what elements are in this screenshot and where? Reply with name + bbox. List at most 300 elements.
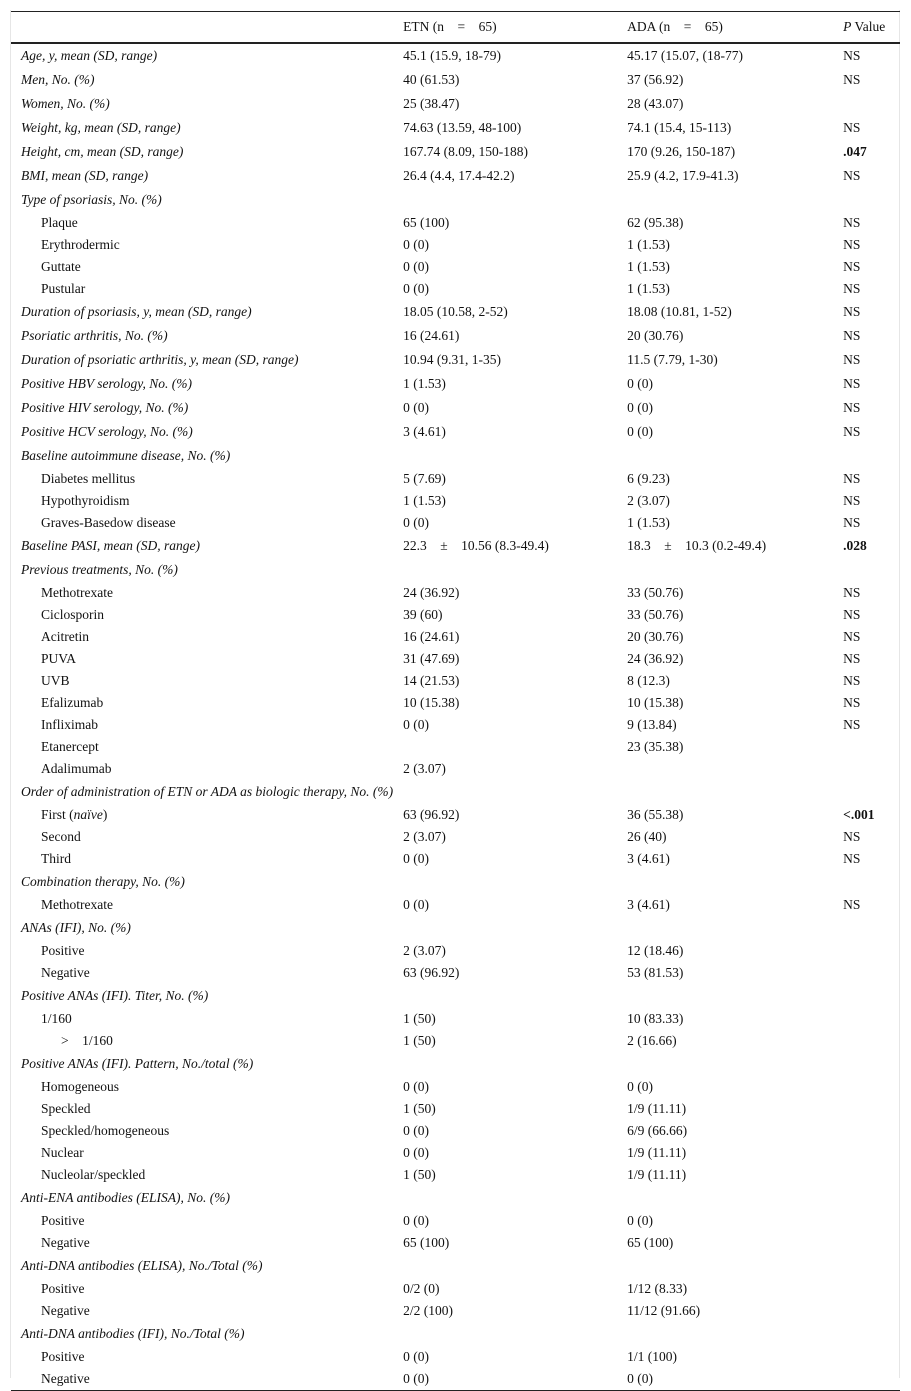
p-value: NS bbox=[843, 629, 861, 644]
p-value bbox=[833, 1278, 900, 1300]
header-etn-col: ETN (n = 65) bbox=[393, 12, 617, 44]
ada-value bbox=[617, 758, 833, 780]
table-row bbox=[11, 558, 900, 582]
p-value bbox=[833, 1120, 900, 1142]
ada-value: 12 (18.46) bbox=[627, 943, 684, 958]
row-label-text: Combination therapy, No. (%) bbox=[21, 874, 185, 889]
row-label bbox=[11, 140, 393, 164]
table-row bbox=[11, 1142, 900, 1164]
p-value: NS bbox=[843, 717, 861, 732]
row-label-text: > 1/160 bbox=[61, 1033, 113, 1048]
row-label bbox=[11, 1008, 393, 1030]
row-label bbox=[11, 1346, 393, 1368]
table-row bbox=[11, 188, 900, 212]
p-value bbox=[833, 758, 900, 780]
etn-value: 0 (0) bbox=[403, 515, 430, 530]
etn-value: 26.4 (4.4, 17.4-42.2) bbox=[403, 168, 515, 183]
etn-value: 2 (3.07) bbox=[403, 943, 446, 958]
ada-value: 3 (4.61) bbox=[627, 897, 670, 912]
row-label bbox=[11, 1076, 393, 1098]
row-label bbox=[11, 758, 393, 780]
ada-value: 8 (12.3) bbox=[627, 673, 670, 688]
row-label-text: Erythrodermic bbox=[41, 237, 120, 252]
row-label-text: 1/160 bbox=[41, 1011, 72, 1026]
row-label bbox=[11, 1322, 393, 1346]
table-row bbox=[11, 1098, 900, 1120]
p-value bbox=[833, 1030, 900, 1052]
row-label-text: Speckled bbox=[41, 1101, 91, 1116]
ada-value: 36 (55.38) bbox=[627, 807, 684, 822]
ada-value: 20 (30.76) bbox=[627, 328, 684, 343]
p-value bbox=[833, 1164, 900, 1186]
row-label-text: First ( bbox=[41, 807, 74, 822]
row-label-text: Negative bbox=[41, 1303, 90, 1318]
etn-value: 2 (3.07) bbox=[403, 829, 446, 844]
ada-value bbox=[617, 188, 833, 212]
table-row bbox=[11, 1008, 900, 1030]
row-label bbox=[11, 534, 393, 558]
row-label-text: Positive HIV serology, No. (%) bbox=[21, 400, 189, 415]
etn-value: 0 (0) bbox=[403, 400, 430, 415]
ada-value: 65 (100) bbox=[627, 1235, 674, 1250]
etn-value: 16 (24.61) bbox=[403, 328, 460, 343]
p-value: NS bbox=[843, 897, 861, 912]
ada-value: 24 (36.92) bbox=[627, 651, 684, 666]
table-row bbox=[11, 984, 900, 1008]
ada-value: 0 (0) bbox=[627, 424, 654, 439]
ada-value bbox=[617, 1322, 833, 1346]
ada-value: 11/12 (91.66) bbox=[627, 1303, 701, 1318]
row-label bbox=[11, 984, 393, 1008]
etn-value bbox=[393, 1322, 617, 1346]
patient-characteristics-table bbox=[11, 11, 900, 1391]
table-header-row bbox=[11, 12, 900, 44]
etn-value: 40 (61.53) bbox=[403, 72, 460, 87]
p-value bbox=[833, 870, 900, 894]
table-row bbox=[11, 894, 900, 916]
row-label-text: Ciclosporin bbox=[41, 607, 104, 622]
row-label bbox=[11, 826, 393, 848]
row-label-text: Efalizumab bbox=[41, 695, 104, 710]
row-label bbox=[11, 692, 393, 714]
p-value: NS bbox=[843, 352, 861, 367]
row-label-text: Positive HBV serology, No. (%) bbox=[21, 376, 192, 391]
table-row bbox=[11, 92, 900, 116]
row-label bbox=[11, 670, 393, 692]
p-value: NS bbox=[843, 281, 861, 296]
row-label bbox=[11, 1210, 393, 1232]
row-label bbox=[11, 1278, 393, 1300]
ada-value: 20 (30.76) bbox=[627, 629, 684, 644]
p-value bbox=[833, 1186, 900, 1210]
p-value: NS bbox=[843, 673, 861, 688]
etn-value: 22.3 ± 10.56 (8.3-49.4) bbox=[403, 538, 549, 553]
row-label bbox=[11, 604, 393, 626]
table-row bbox=[11, 804, 900, 826]
row-label bbox=[11, 468, 393, 490]
p-value bbox=[833, 1346, 900, 1368]
ada-value: 1/12 (8.33) bbox=[627, 1281, 688, 1296]
etn-value: 74.63 (13.59, 48-100) bbox=[403, 120, 522, 135]
p-value bbox=[833, 780, 900, 804]
table-row bbox=[11, 736, 900, 758]
row-label bbox=[11, 736, 393, 758]
p-value bbox=[833, 940, 900, 962]
ada-value: 25.9 (4.2, 17.9-41.3) bbox=[627, 168, 739, 183]
row-label bbox=[11, 490, 393, 512]
ada-value: 62 (95.38) bbox=[627, 215, 684, 230]
p-value: NS bbox=[843, 651, 861, 666]
ada-value: 1/9 (11.11) bbox=[627, 1101, 687, 1116]
etn-value: 0 (0) bbox=[403, 259, 430, 274]
table-row bbox=[11, 43, 900, 68]
row-label bbox=[11, 1300, 393, 1322]
ada-value: 23 (35.38) bbox=[627, 739, 684, 754]
ada-value: 1 (1.53) bbox=[627, 281, 670, 296]
p-value bbox=[833, 1322, 900, 1346]
etn-value: 2/2 (100) bbox=[403, 1303, 454, 1318]
table-row bbox=[11, 780, 900, 804]
row-label-text: Type of psoriasis, No. (%) bbox=[21, 192, 162, 207]
row-label bbox=[11, 804, 393, 826]
row-label bbox=[11, 300, 393, 324]
row-label bbox=[11, 212, 393, 234]
header-ada-col: ADA (n = 65) bbox=[617, 12, 833, 44]
row-label-text: Acitretin bbox=[41, 629, 89, 644]
ada-value: 10 (15.38) bbox=[627, 695, 684, 710]
table-row bbox=[11, 916, 900, 940]
ada-value bbox=[617, 780, 833, 804]
ada-value: 74.1 (15.4, 15-113) bbox=[627, 120, 732, 135]
etn-value: 0 (0) bbox=[403, 897, 430, 912]
ada-value: 1 (1.53) bbox=[627, 259, 670, 274]
row-label-text: Homogeneous bbox=[41, 1079, 119, 1094]
etn-value: 63 (96.92) bbox=[403, 807, 460, 822]
row-label-text: Previous treatments, No. (%) bbox=[21, 562, 178, 577]
etn-value: 0/2 (0) bbox=[403, 1281, 440, 1296]
table-row bbox=[11, 68, 900, 92]
etn-value: 0 (0) bbox=[393, 1368, 617, 1391]
p-value: NS bbox=[843, 515, 861, 530]
ada-value bbox=[617, 984, 833, 1008]
ada-value: 170 (9.26, 150-187) bbox=[627, 144, 736, 159]
row-label-text: ANAs (IFI), No. (%) bbox=[21, 920, 131, 935]
p-value: NS bbox=[843, 168, 861, 183]
header-p-rest: Value bbox=[851, 19, 886, 34]
p-value bbox=[833, 1210, 900, 1232]
row-label-text: Infliximab bbox=[41, 717, 98, 732]
table-row bbox=[11, 234, 900, 256]
p-value: NS bbox=[843, 493, 861, 508]
table-row bbox=[11, 604, 900, 626]
etn-value: 2 (3.07) bbox=[403, 761, 446, 776]
etn-value: 1 (50) bbox=[403, 1011, 436, 1026]
etn-value bbox=[393, 870, 617, 894]
p-value: NS bbox=[843, 400, 861, 415]
row-label bbox=[11, 92, 393, 116]
table-row bbox=[11, 582, 900, 604]
header-label-col bbox=[11, 12, 393, 44]
ada-value: 18.08 (10.81, 1-52) bbox=[627, 304, 732, 319]
row-label-text: Second bbox=[41, 829, 81, 844]
table-row bbox=[11, 1322, 900, 1346]
etn-value: 0 (0) bbox=[403, 237, 430, 252]
row-label bbox=[11, 1254, 393, 1278]
p-value bbox=[833, 916, 900, 940]
table-row bbox=[11, 940, 900, 962]
table-row bbox=[11, 692, 900, 714]
row-label-text: Height, cm, mean (SD, range) bbox=[21, 144, 184, 159]
table-body bbox=[11, 43, 900, 1391]
table-row bbox=[11, 164, 900, 188]
p-value: NS bbox=[843, 471, 861, 486]
row-label-text: BMI, mean (SD, range) bbox=[21, 168, 149, 183]
p-value: NS bbox=[843, 851, 861, 866]
etn-value: 10 (15.38) bbox=[403, 695, 460, 710]
ada-value: 18.3 ± 10.3 (0.2-49.4) bbox=[627, 538, 767, 553]
p-value bbox=[833, 1052, 900, 1076]
etn-value: 0 (0) bbox=[403, 1213, 430, 1228]
row-label bbox=[11, 512, 393, 534]
ada-value: 1 (1.53) bbox=[627, 237, 670, 252]
row-label bbox=[11, 1164, 393, 1186]
etn-value: 10.94 (9.31, 1-35) bbox=[403, 352, 502, 367]
table-row bbox=[11, 212, 900, 234]
etn-value: 5 (7.69) bbox=[403, 471, 446, 486]
p-value bbox=[833, 1368, 900, 1391]
row-label-text: Women, No. (%) bbox=[21, 96, 110, 111]
row-label-text: Baseline autoimmune disease, No. (%) bbox=[21, 448, 231, 463]
row-label-text: Positive bbox=[41, 1213, 85, 1228]
row-label bbox=[11, 68, 393, 92]
ada-value: 10 (83.33) bbox=[627, 1011, 684, 1026]
row-label-text: Weight, kg, mean (SD, range) bbox=[21, 120, 181, 135]
etn-value: 39 (60) bbox=[403, 607, 443, 622]
p-value: NS bbox=[843, 48, 861, 63]
p-value bbox=[833, 962, 900, 984]
row-label bbox=[11, 164, 393, 188]
row-label-text: UVB bbox=[41, 673, 70, 688]
ada-value bbox=[617, 558, 833, 582]
row-label-text: Age, y, mean (SD, range) bbox=[21, 48, 158, 63]
p-value: NS bbox=[843, 585, 861, 600]
ada-value: 6 (9.23) bbox=[627, 471, 670, 486]
row-label-text: Positive HCV serology, No. (%) bbox=[21, 424, 193, 439]
row-label-text: Men, No. (%) bbox=[21, 72, 95, 87]
row-label-text: Third bbox=[41, 851, 71, 866]
row-label-text: Anti-ENA antibodies (ELISA), No. (%) bbox=[21, 1190, 230, 1205]
header-p-value-col bbox=[833, 12, 900, 44]
table-row bbox=[11, 396, 900, 420]
etn-value bbox=[393, 1186, 617, 1210]
row-label bbox=[11, 962, 393, 984]
etn-value: 1 (50) bbox=[403, 1033, 436, 1048]
p-value bbox=[833, 736, 900, 758]
p-value: NS bbox=[843, 215, 861, 230]
row-label-text: Pustular bbox=[41, 281, 86, 296]
row-label-text: Etanercept bbox=[41, 739, 99, 754]
p-value: NS bbox=[843, 328, 861, 343]
p-value: NS bbox=[843, 120, 861, 135]
row-label-text: Guttate bbox=[41, 259, 81, 274]
row-label-text: Methotrexate bbox=[41, 585, 113, 600]
ada-value: 2 (16.66) bbox=[627, 1033, 677, 1048]
ada-value: 1/9 (11.11) bbox=[627, 1167, 687, 1182]
ada-value: 6/9 (66.66) bbox=[627, 1123, 688, 1138]
row-label-text: Order of administration of ETN or ADA as biologic therapy, No. (%) bbox=[21, 784, 394, 799]
etn-value: 0 (0) bbox=[403, 1079, 430, 1094]
p-value: <.001 bbox=[843, 807, 875, 822]
row-label bbox=[11, 444, 393, 468]
row-label bbox=[11, 1052, 393, 1076]
row-label bbox=[11, 372, 393, 396]
table-row bbox=[11, 848, 900, 870]
table-row bbox=[11, 1368, 900, 1391]
p-value bbox=[833, 444, 900, 468]
p-value: .047 bbox=[843, 144, 867, 159]
p-value bbox=[833, 1300, 900, 1322]
p-value bbox=[833, 1008, 900, 1030]
row-label bbox=[11, 870, 393, 894]
ada-value: 1/1 (100) bbox=[627, 1349, 678, 1364]
row-label-italic: naïve bbox=[73, 807, 103, 822]
ada-value: 0 (0) bbox=[627, 1079, 654, 1094]
etn-value: 0 (0) bbox=[403, 281, 430, 296]
table-row bbox=[11, 758, 900, 780]
row-label-text: Negative bbox=[41, 1371, 90, 1386]
p-value: NS bbox=[843, 259, 861, 274]
table-row bbox=[11, 444, 900, 468]
row-label bbox=[11, 116, 393, 140]
etn-value bbox=[393, 1052, 617, 1076]
etn-value: 3 (4.61) bbox=[403, 424, 446, 439]
row-label bbox=[11, 848, 393, 870]
etn-value: 0 (0) bbox=[403, 1145, 430, 1160]
table-row bbox=[11, 1120, 900, 1142]
row-label bbox=[11, 188, 393, 212]
etn-value: 18.05 (10.58, 2-52) bbox=[403, 304, 508, 319]
table-row bbox=[11, 826, 900, 848]
etn-value: 1 (1.53) bbox=[403, 493, 446, 508]
ada-value: 2 (3.07) bbox=[627, 493, 670, 508]
ada-value: 45.17 (15.07, (18-77) bbox=[627, 48, 743, 63]
etn-value bbox=[393, 984, 617, 1008]
p-value bbox=[833, 1098, 900, 1120]
table-row bbox=[11, 278, 900, 300]
p-value bbox=[833, 984, 900, 1008]
etn-value: 65 (100) bbox=[403, 215, 450, 230]
ada-value: 28 (43.07) bbox=[627, 96, 684, 111]
ada-value: 33 (50.76) bbox=[627, 607, 684, 622]
row-label-text: Duration of psoriasis, y, mean (SD, range) bbox=[21, 304, 252, 319]
p-value: NS bbox=[843, 424, 861, 439]
etn-value: 0 (0) bbox=[403, 717, 430, 732]
row-label-text: Speckled/homogeneous bbox=[41, 1123, 170, 1138]
etn-value bbox=[393, 558, 617, 582]
row-label bbox=[11, 256, 393, 278]
ada-value: 1 (1.53) bbox=[627, 515, 670, 530]
row-label-text: Methotrexate bbox=[41, 897, 113, 912]
row-label-text: Adalimumab bbox=[41, 761, 112, 776]
table-row bbox=[11, 626, 900, 648]
row-label bbox=[11, 558, 393, 582]
row-label bbox=[11, 278, 393, 300]
row-label bbox=[11, 43, 393, 68]
row-label-text: Positive bbox=[41, 1349, 85, 1364]
table-row bbox=[11, 512, 900, 534]
ada-value: 26 (40) bbox=[627, 829, 667, 844]
p-value bbox=[833, 1076, 900, 1098]
p-value: NS bbox=[843, 829, 861, 844]
etn-value bbox=[393, 188, 617, 212]
ada-value: 11.5 (7.79, 1-30) bbox=[627, 352, 718, 367]
table-row bbox=[11, 140, 900, 164]
table-row bbox=[11, 300, 900, 324]
row-label-text: Positive bbox=[41, 943, 85, 958]
etn-value: 14 (21.53) bbox=[403, 673, 460, 688]
row-label bbox=[11, 1186, 393, 1210]
row-label-text: Anti-DNA antibodies (IFI), No./Total (%) bbox=[21, 1326, 245, 1341]
ada-value bbox=[617, 1254, 833, 1278]
ada-value: 33 (50.76) bbox=[627, 585, 684, 600]
etn-value: 24 (36.92) bbox=[403, 585, 460, 600]
table-row bbox=[11, 870, 900, 894]
row-label-text: Positive ANAs (IFI). Pattern, No./total (%) bbox=[21, 1056, 254, 1071]
row-label-text: Baseline PASI, mean (SD, range) bbox=[21, 538, 200, 553]
etn-value: 1 (1.53) bbox=[403, 376, 446, 391]
p-value bbox=[833, 92, 900, 116]
ada-value: 1/9 (11.11) bbox=[627, 1145, 687, 1160]
row-label bbox=[11, 324, 393, 348]
table-row bbox=[11, 1076, 900, 1098]
table-row bbox=[11, 1030, 900, 1052]
table-row bbox=[11, 468, 900, 490]
etn-value: 25 (38.47) bbox=[403, 96, 460, 111]
row-label bbox=[11, 1098, 393, 1120]
etn-value: 1 (50) bbox=[403, 1101, 436, 1116]
p-value: NS bbox=[843, 237, 861, 252]
row-label bbox=[11, 894, 393, 916]
ada-value: 0 (0) bbox=[627, 400, 654, 415]
row-label-text: Duration of psoriatic arthritis, y, mean (SD, range) bbox=[21, 352, 299, 367]
row-label-text: Nuclear bbox=[41, 1145, 84, 1160]
table-row bbox=[11, 420, 900, 444]
ada-value bbox=[617, 870, 833, 894]
p-value: NS bbox=[843, 607, 861, 622]
table-row bbox=[11, 670, 900, 692]
table-row bbox=[11, 1346, 900, 1368]
ada-value bbox=[617, 1052, 833, 1076]
etn-value: 0 (0) bbox=[403, 1349, 430, 1364]
table-row bbox=[11, 534, 900, 558]
p-value bbox=[833, 1142, 900, 1164]
etn-value: 16 (24.61) bbox=[403, 629, 460, 644]
p-value bbox=[833, 1254, 900, 1278]
row-label bbox=[11, 940, 393, 962]
table-row bbox=[11, 256, 900, 278]
etn-value: 45.1 (15.9, 18-79) bbox=[403, 48, 502, 63]
row-label bbox=[11, 234, 393, 256]
p-value: NS bbox=[843, 72, 861, 87]
etn-value bbox=[393, 916, 617, 940]
table-row bbox=[11, 714, 900, 736]
ada-value: 37 (56.92) bbox=[627, 72, 684, 87]
ada-value bbox=[617, 444, 833, 468]
etn-value bbox=[393, 444, 617, 468]
p-value bbox=[833, 558, 900, 582]
table-row bbox=[11, 1278, 900, 1300]
etn-value: 1 (50) bbox=[403, 1167, 436, 1182]
